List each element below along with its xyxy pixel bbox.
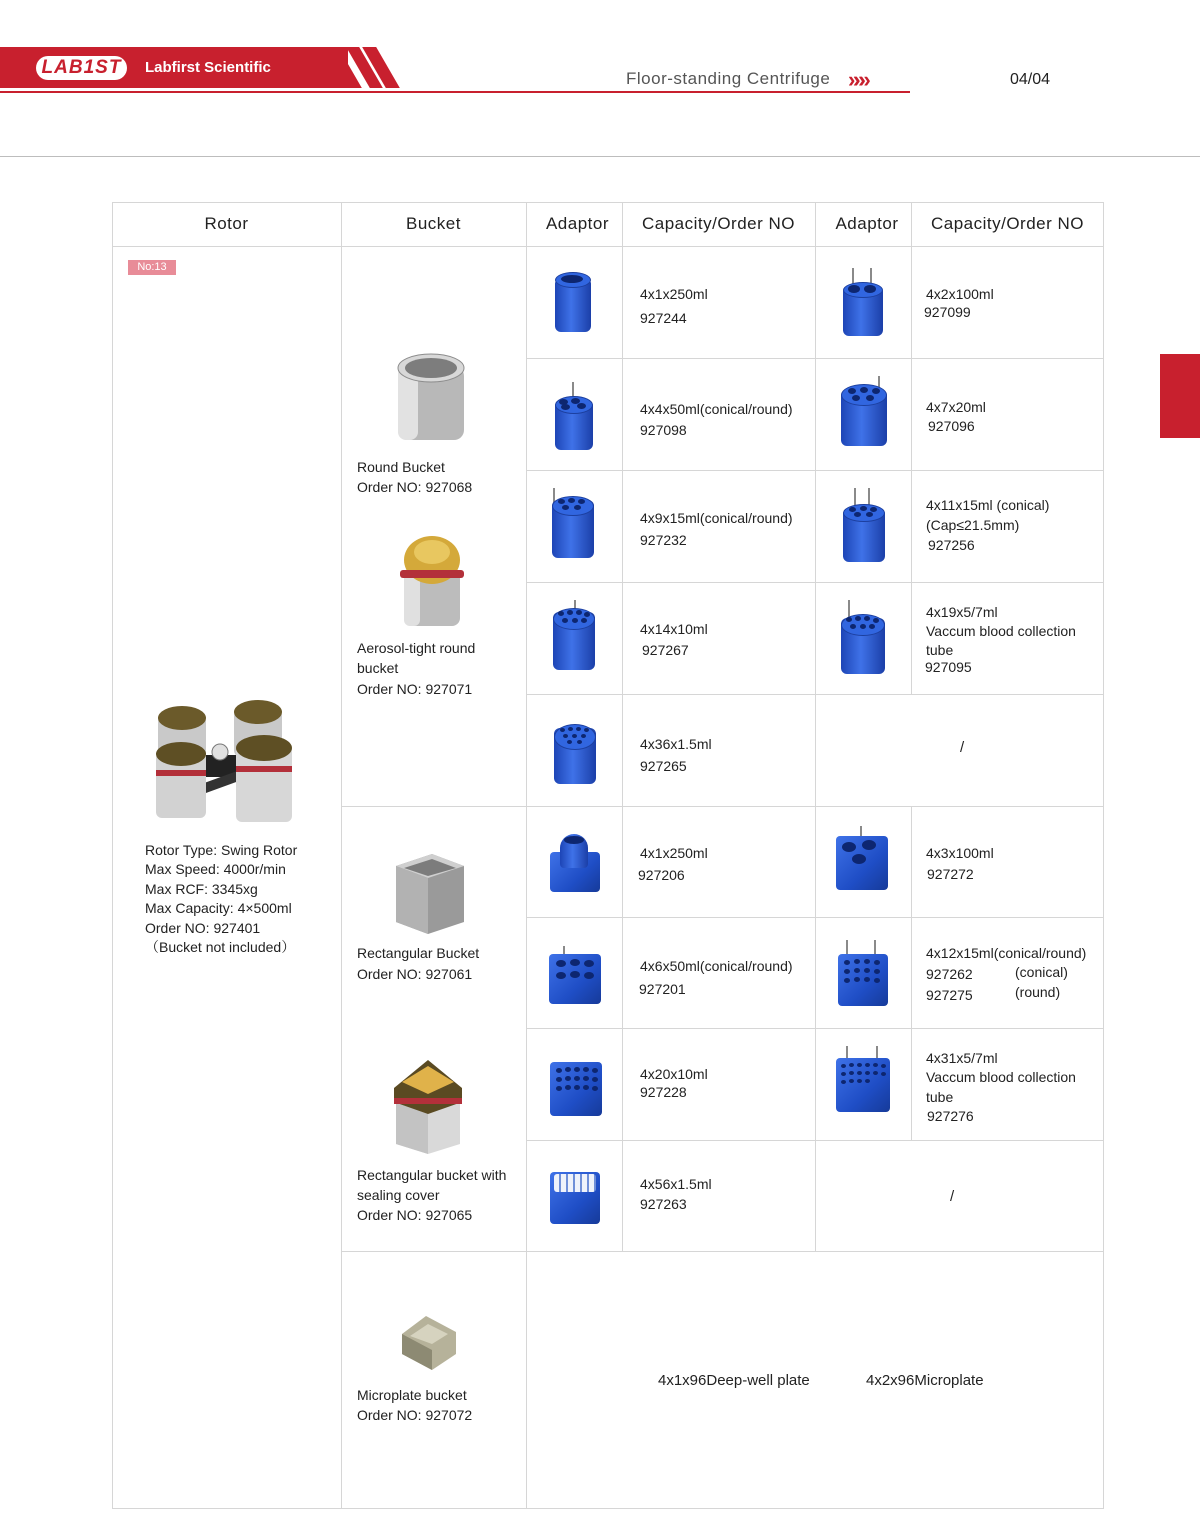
order-number: 927206 — [638, 867, 685, 883]
capacity-text: 4x9x15ml(conical/round) — [640, 510, 793, 526]
bucket-order-no: Order NO: 927068 — [357, 479, 473, 495]
order-number: 927275 — [926, 987, 973, 1003]
adaptor-image — [548, 830, 604, 894]
microplate-bucket-image — [398, 1312, 462, 1374]
bucket-order-no: Order NO: 927061 — [357, 966, 473, 982]
grid-line — [526, 1140, 1104, 1141]
capacity-text: 4x3x100ml — [926, 845, 994, 861]
grid-line — [815, 202, 816, 1251]
capacity-note: (Cap≤21.5mm) — [926, 517, 1020, 533]
capacity-text: 4x12x15ml(conical/round) — [926, 945, 1087, 961]
order-number: 927099 — [924, 304, 971, 320]
column-header-adaptor: Adaptor — [545, 214, 610, 233]
capacity-text: 4x56x1.5ml — [640, 1176, 712, 1192]
bucket-name: Aerosol-tight round bucket — [357, 640, 476, 676]
bucket-name: Rectangular bucket with sealing cover — [357, 1167, 507, 1203]
order-number: 927098 — [640, 422, 687, 438]
adaptor-image — [548, 1168, 602, 1226]
adaptor-image — [549, 488, 597, 560]
grid-line — [526, 694, 1104, 695]
header-rule — [0, 156, 1200, 157]
empty-cell-marker: / — [960, 739, 965, 756]
rotor-max-rcf: Max RCF: 3345xg — [145, 881, 258, 897]
capacity-note: (conical) — [1015, 964, 1068, 980]
bucket-order-no: Order NO: 927072 — [357, 1407, 473, 1423]
bucket-order-no: Order NO: 927071 — [357, 681, 473, 697]
adaptor-image — [551, 720, 599, 786]
rectangular-bucket-image — [392, 852, 468, 936]
order-number: 927267 — [642, 642, 689, 658]
rotor-order-no: Order NO: 927401 — [145, 920, 261, 936]
grid-line — [526, 358, 1104, 359]
rotor-max-speed: Max Speed: 4000r/min — [145, 861, 286, 877]
header-underline — [0, 91, 910, 93]
adaptor-image — [552, 270, 594, 334]
rotor-note: （Bucket not included） — [145, 939, 296, 955]
adaptor-image — [836, 940, 890, 1008]
adaptor-image — [834, 826, 890, 892]
aerosol-tight-bucket-image — [396, 532, 468, 628]
bucket-name: Round Bucket — [357, 459, 445, 475]
capacity-text: 4x6x50ml(conical/round) — [640, 958, 793, 974]
order-number: 927228 — [640, 1084, 687, 1100]
capacity-note: (round) — [1015, 984, 1061, 1000]
company-logo: LAB1ST — [36, 56, 127, 80]
empty-cell-marker: / — [950, 1188, 955, 1205]
bucket-name: Rectangular Bucket — [357, 945, 480, 961]
rotor-max-capacity: Max Capacity: 4×500ml — [145, 900, 292, 916]
grid-line — [622, 202, 623, 1251]
adaptor-image — [548, 1058, 604, 1118]
model-badge: No:13 — [128, 260, 176, 275]
capacity-text: 4x31x5/7ml — [926, 1050, 998, 1066]
order-number: 927276 — [927, 1108, 974, 1124]
rotor-type: Rotor Type: Swing Rotor — [145, 842, 298, 858]
document-title: Floor-standing Centrifuge — [626, 69, 831, 88]
order-number: 927095 — [925, 659, 972, 675]
microplate-capacity: 4x2x96Microplate — [866, 1372, 984, 1389]
bucket-order-no: Order NO: 927065 — [357, 1207, 473, 1223]
capacity-text: 4x4x50ml(conical/round) — [640, 401, 793, 417]
grid-line — [341, 1251, 1104, 1252]
order-number: 927263 — [640, 1196, 687, 1212]
swing-rotor-image — [150, 700, 300, 830]
grid-line — [911, 806, 912, 1140]
capacity-text: 4x1x250ml — [640, 286, 708, 302]
column-header-capacity: Capacity/Order NO — [641, 214, 796, 233]
adaptor-image — [838, 376, 890, 448]
adaptor-image — [550, 600, 598, 672]
order-number: 927232 — [640, 532, 687, 548]
grid-line — [526, 582, 1104, 583]
capacity-text: 4x20x10ml — [640, 1066, 708, 1082]
side-tab-marker — [1160, 354, 1200, 438]
adaptor-image — [840, 488, 888, 564]
order-number: 927201 — [639, 981, 686, 997]
grid-line — [526, 202, 527, 1509]
capacity-note: Vaccum blood collection — [926, 1069, 1076, 1085]
chevron-right-icon: »»» — [848, 67, 864, 92]
capacity-text: 4x19x5/7ml — [926, 604, 998, 620]
adaptor-image — [547, 946, 603, 1006]
bucket-name: Microplate bucket — [357, 1387, 467, 1403]
order-number: 927265 — [640, 758, 687, 774]
order-number: 927256 — [928, 537, 975, 553]
column-header-bucket: Bucket — [406, 214, 461, 233]
grid-line — [112, 246, 1104, 247]
page-number: 04/04 — [1010, 71, 1051, 88]
capacity-text: 4x2x100ml — [926, 286, 994, 302]
order-number: 927244 — [640, 310, 687, 326]
brand-name: Labfirst Scientific — [145, 59, 271, 76]
sealed-rectangular-bucket-image — [390, 1058, 466, 1156]
capacity-note: tube — [926, 642, 954, 658]
grid-line — [526, 470, 1104, 471]
microplate-capacity: 4x1x96Deep-well plate — [658, 1372, 810, 1389]
order-number: 927096 — [928, 418, 975, 434]
grid-line — [911, 202, 912, 694]
column-header-adaptor: Adaptor — [835, 214, 899, 233]
capacity-text: 4x36x1.5ml — [640, 736, 712, 752]
grid-line — [341, 202, 342, 1509]
grid-line — [526, 917, 1104, 918]
capacity-text: 4x1x250ml — [640, 845, 708, 861]
capacity-note: tube — [926, 1089, 954, 1105]
capacity-text: 4x7x20ml — [926, 399, 986, 415]
adaptor-image — [552, 382, 596, 452]
capacity-text: 4x14x10ml — [640, 621, 708, 637]
grid-line — [526, 1028, 1104, 1029]
adaptor-image — [840, 268, 886, 338]
column-header-rotor: Rotor — [204, 214, 249, 233]
round-bucket-image — [392, 352, 470, 448]
adaptor-image — [838, 600, 888, 676]
adaptor-image — [834, 1046, 892, 1114]
capacity-note: Vaccum blood collection — [926, 623, 1076, 639]
order-number: 927272 — [927, 866, 974, 882]
grid-line — [341, 806, 1104, 807]
column-header-capacity: Capacity/Order NO — [930, 214, 1085, 233]
order-number: 927262 — [926, 966, 973, 982]
capacity-text: 4x11x15ml (conical) — [926, 497, 1050, 513]
